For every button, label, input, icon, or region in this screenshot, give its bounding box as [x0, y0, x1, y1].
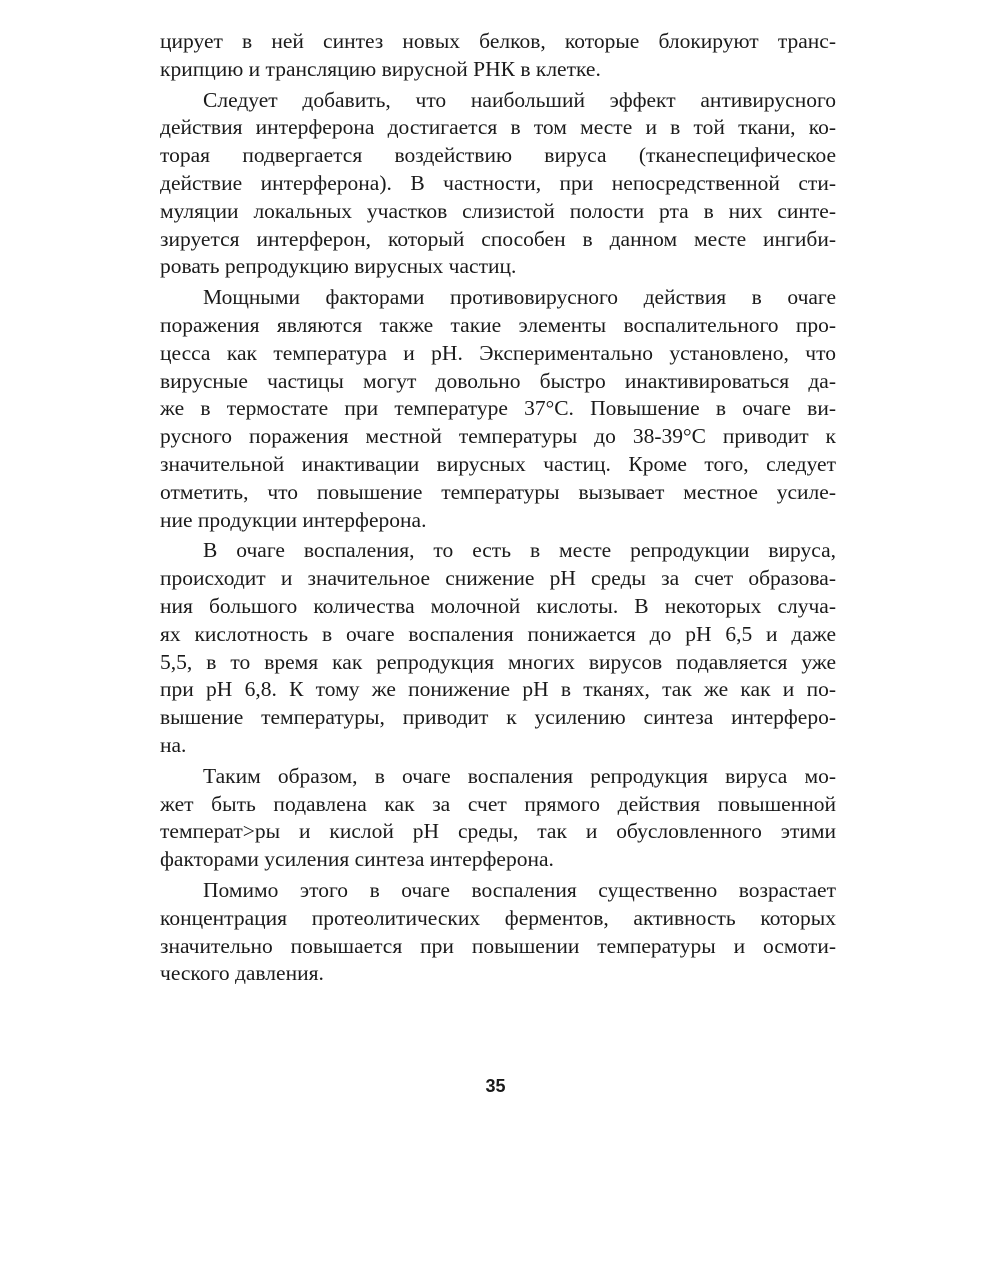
text-line: Таким образом, в очаге воспаления репродукция вируса мо-	[203, 763, 836, 788]
text-line: цирует в ней синтез новых белков, которые блокируют транс-	[160, 29, 836, 53]
text-line: происходит и значительное снижение рН среды за счет образова-	[160, 566, 836, 591]
text-line: торая подвергается воздействию вируса (тканеспецифическое	[160, 143, 836, 168]
text-line: В очаге воспаления, то есть в месте репродукции вируса,	[203, 538, 836, 563]
text-line: на.	[160, 732, 187, 757]
paragraph-1	[160, 28, 836, 84]
paragraph-2	[160, 87, 836, 282]
text-line: же в термостате при температуре 37°С. Повышение в очаге ви-	[160, 396, 836, 421]
paragraph-3	[160, 284, 836, 534]
text-line: Следует добавить, что наибольший эффект антивирусного	[203, 87, 836, 112]
text-line: значительной инактивации вирусных частиц. Кроме того, следует	[160, 451, 836, 476]
text-line: муляции локальных участков слизистой полости рта в них синте-	[160, 198, 836, 223]
text-line: ровать репродукцию вирусных частиц.	[160, 254, 517, 279]
text-line: значительно повышается при повышении температуры и осмоти-	[160, 933, 836, 958]
body-text	[160, 28, 836, 991]
text-line: вирусные частицы могут довольно быстро инактивироваться да-	[160, 368, 836, 393]
text-line: русного поражения местной температуры до 38-39°С приводит к	[160, 424, 836, 449]
text-line: цесса как температура и рН. Экспериментально установлено, что	[160, 340, 836, 365]
text-line: действия интерферона достигается в том месте и в той ткани, ко-	[160, 115, 836, 140]
text-line: крипцию и трансляцию вирусной РНК в клетке.	[160, 56, 601, 81]
text-line: 5,5, в то время как репродукция многих вирусов подавляется уже	[160, 649, 836, 674]
text-line: факторами усиления синтеза интерферона.	[160, 847, 554, 872]
paragraph-5	[160, 763, 836, 874]
text-line: при рН 6,8. К тому же понижение рН в тканях, так же как и по-	[160, 677, 836, 702]
page-number: 35	[485, 1076, 506, 1096]
text-line: ния большого количества молочной кислоты. В некоторых случа-	[160, 593, 836, 618]
text-line: концентрация протеолитических ферментов, активность которых	[160, 905, 836, 930]
text-line: Мощными факторами противовирусного действия в очаге	[203, 285, 836, 310]
text-line: зируется интерферон, который способен в данном месте ингиби-	[160, 226, 836, 251]
text-line: поражения являются также такие элементы воспалительного про-	[160, 312, 836, 337]
text-line: ние продукции интерферона.	[160, 507, 427, 532]
paragraph-6	[160, 877, 836, 988]
text-line: ческого давления.	[160, 961, 324, 986]
text-line: действие интерферона). В частности, при непосредственной сти-	[160, 170, 836, 195]
paragraph-4	[160, 537, 836, 759]
text-line: температ>ры и кислой рН среды, так и обусловленного этими	[160, 819, 836, 844]
text-line: ях кислотность в очаге воспаления понижается до рН 6,5 и даже	[160, 621, 836, 646]
text-line: отметить, что повышение температуры вызывает местное усиле-	[160, 479, 836, 504]
text-line: жет быть подавлена как за счет прямого действия повышенной	[160, 791, 836, 816]
text-line: вышение температуры, приводит к усилению синтеза интерферо-	[160, 705, 836, 730]
text-line: Помимо этого в очаге воспаления существенно возрастает	[203, 877, 836, 902]
